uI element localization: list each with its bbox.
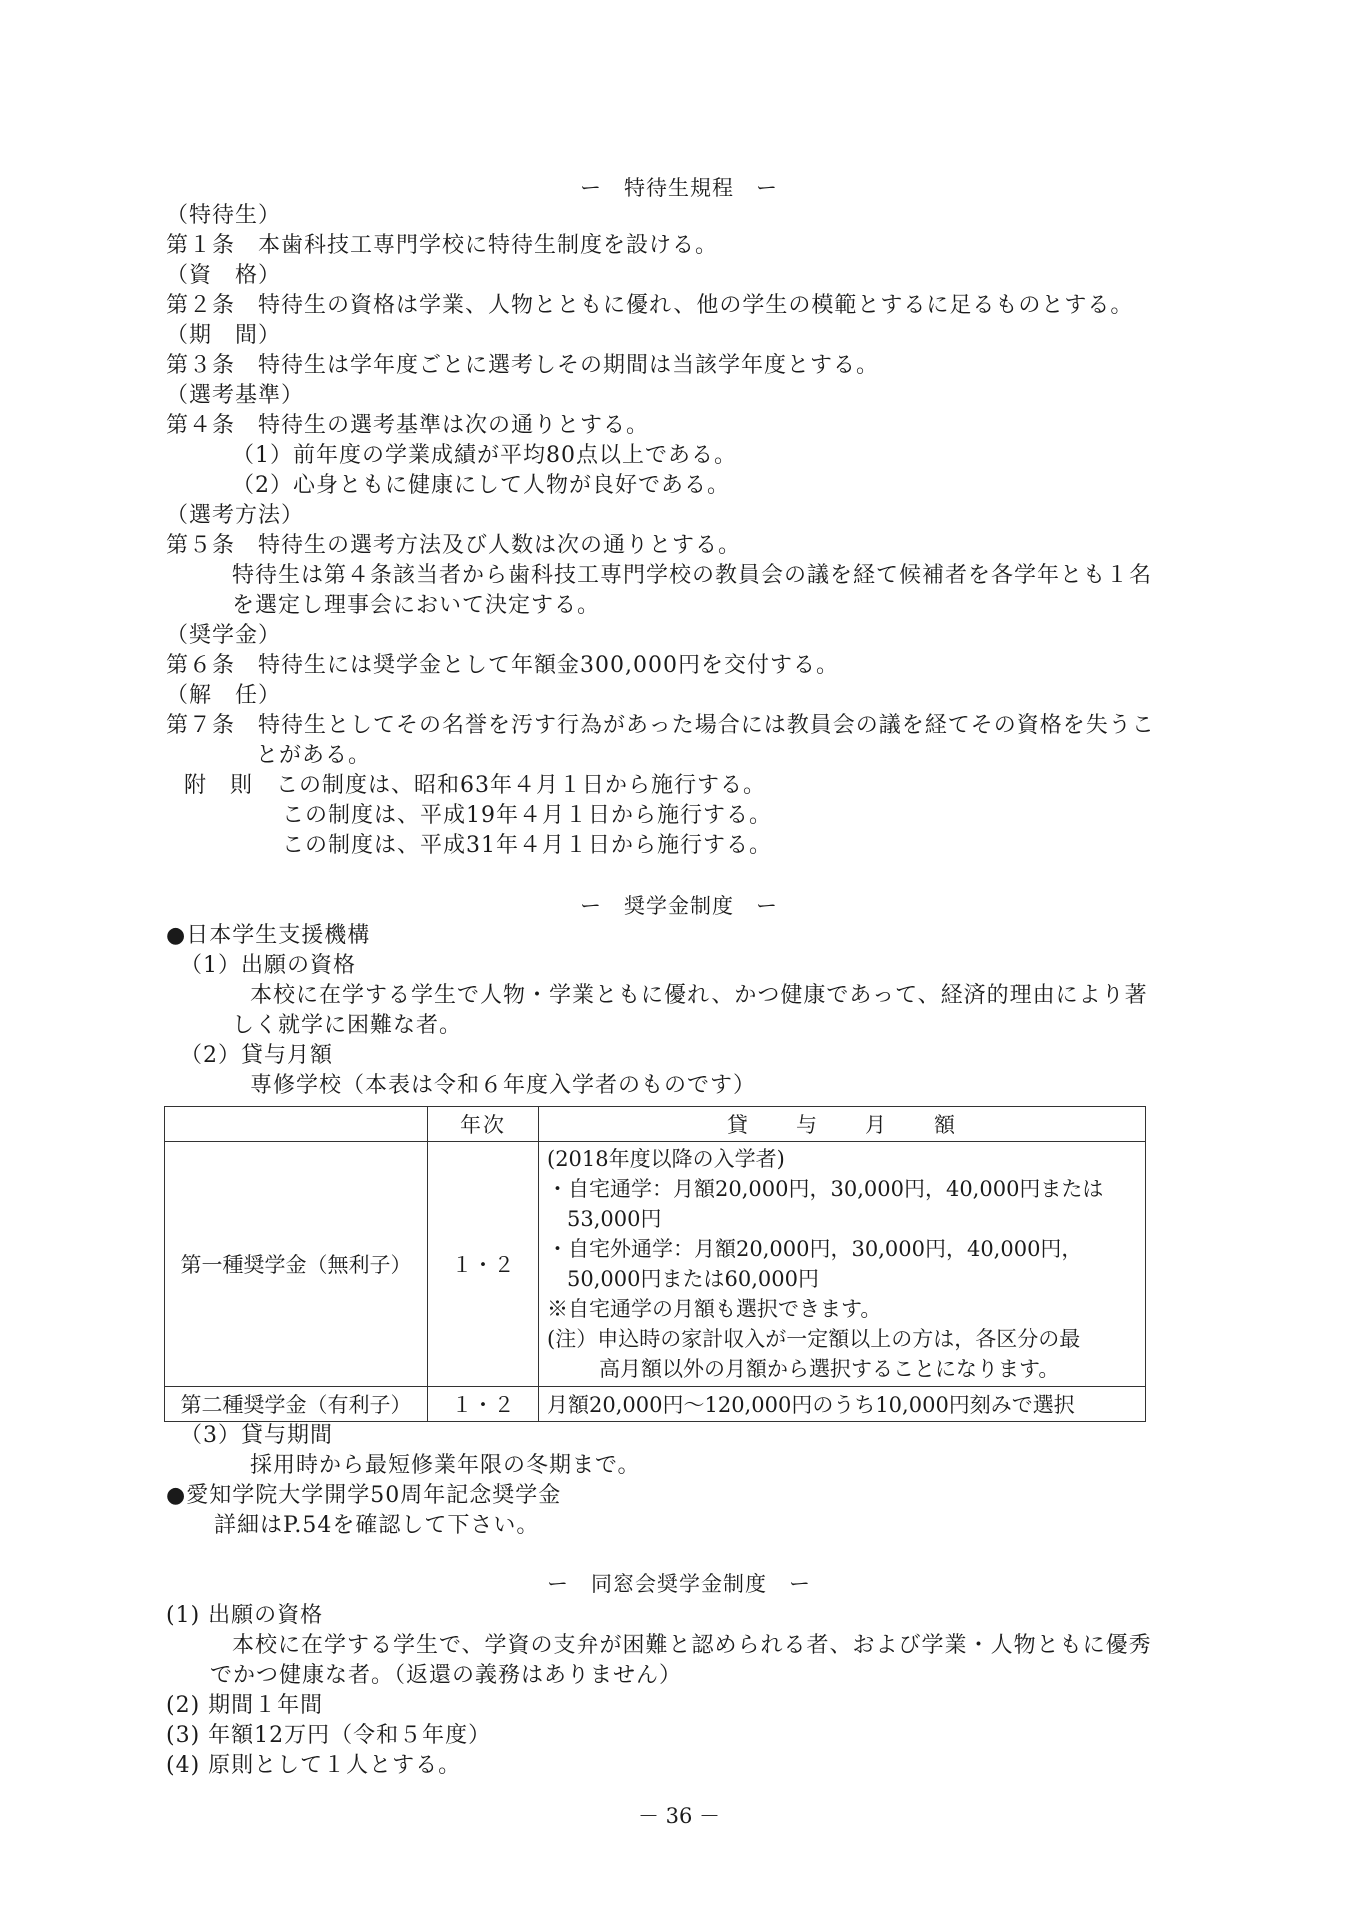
page-number: － 36 － xyxy=(637,1804,721,1828)
article-4-item-2: （2）心身ともに健康にして人物が良好である。 xyxy=(232,473,730,498)
header-year: 年次 xyxy=(428,1107,539,1142)
supplementary-2: この制度は、平成19年４月１日から施行する。 xyxy=(282,803,772,828)
jasso-item-2: （2）貸与月額 xyxy=(180,1043,333,1068)
article-4: 第４条 特待生の選考基準は次の通りとする。 xyxy=(166,413,650,438)
row1-year: １・２ xyxy=(428,1142,539,1387)
supplementary-3: この制度は、平成31年４月１日から施行する。 xyxy=(282,833,772,858)
jasso-item-3: （3）貸与期間 xyxy=(180,1423,333,1448)
article-7-cont: とがある。 xyxy=(256,743,372,768)
heading-shogakukin: （奨学金） xyxy=(166,623,282,648)
section-title-tokutaisei: ー 特待生規程 ー xyxy=(580,176,778,200)
article-6: 第６条 特待生には奨学金として年額金300,000円を交付する。 xyxy=(166,653,839,678)
row1-line: (注）申込時の家計収入が一定額以上の方は，各区分の最 xyxy=(547,1327,1081,1351)
row1-name: 第一種奨学金（無利子） xyxy=(165,1142,428,1387)
aichi-gakuin-body: 詳細はP.54を確認して下さい。 xyxy=(214,1513,540,1538)
row1-line: 50,000円または60,000円 xyxy=(567,1267,819,1291)
heading-senko-kijun: （選考基準） xyxy=(166,383,305,408)
supplementary-1: 附 則 この制度は、昭和63年４月１日から施行する。 xyxy=(184,773,766,798)
article-3: 第３条 特待生は学年度ごとに選考しその期間は当該学年度とする。 xyxy=(166,353,880,378)
article-5: 第５条 特待生の選考方法及び人数は次の通りとする。 xyxy=(166,533,742,558)
loan-table xyxy=(164,1106,1146,1422)
jasso-item-1-body-2: しく就学に困難な者。 xyxy=(232,1013,463,1038)
dosokai-item-2: (2) 期間１年間 xyxy=(166,1693,324,1718)
dosokai-item-1-body-1: 本校に在学する学生で、学資の支弁が困難と認められる者、および学業・人物ともに優秀 xyxy=(232,1633,1152,1658)
row1-line: 53,000円 xyxy=(567,1207,662,1231)
row2-year: １・２ xyxy=(428,1387,539,1422)
jasso-item-3-body: 採用時から最短修業年限の冬期まで。 xyxy=(250,1453,641,1478)
jasso-item-1: （1）出願の資格 xyxy=(180,953,356,978)
article-4-item-1: （1）前年度の学業成績が平均80点以上である。 xyxy=(232,443,737,468)
jasso-item-1-body-1: 本校に在学する学生で人物・学業ともに優れ、かつ健康であって、経済的理由により著 xyxy=(250,983,1148,1008)
section-title-shogakukin-seido: ー 奨学金制度 ー xyxy=(580,894,778,918)
row1-line: ・自宅外通学：月額20,000円，30,000円，40,000円， xyxy=(547,1237,1083,1261)
dosokai-item-1: (1) 出願の資格 xyxy=(166,1603,324,1628)
heading-tokutaisei: （特待生） xyxy=(166,203,282,228)
table-row xyxy=(165,1142,1146,1387)
aichi-gakuin-heading: ●愛知学院大学開学50周年記念奨学金 xyxy=(166,1483,562,1508)
table-caption: 専修学校（本表は令和６年度入学者のものです） xyxy=(250,1073,757,1098)
heading-kikan: （期 間） xyxy=(166,323,282,348)
article-5-body-2: を選定し理事会において決定する。 xyxy=(232,593,601,618)
row2-name: 第二種奨学金（有利子） xyxy=(165,1387,428,1422)
heading-kainin: （解 任） xyxy=(166,683,282,708)
dosokai-item-1-body-2: でかつ健康な者。（返還の義務はありません） xyxy=(210,1663,683,1688)
article-1: 第１条 本歯科技工専門学校に特待生制度を設ける。 xyxy=(166,233,719,258)
heading-senko-hoho: （選考方法） xyxy=(166,503,305,528)
section-title-dosokai: ー 同窓会奨学金制度 ー xyxy=(547,1572,811,1596)
row1-line: ・自宅通学：月額20,000円，30,000円，40,000円または xyxy=(547,1177,1104,1201)
row1-line: (2018年度以降の入学者) xyxy=(547,1147,785,1171)
header-amount: 貸 与 月 額 xyxy=(539,1107,1146,1142)
row1-line: ※自宅通学の月額も選択できます。 xyxy=(547,1297,882,1321)
row2-amount: 月額20,000円～120,000円のうち10,000円刻みで選択 xyxy=(539,1387,1146,1422)
article-2: 第２条 特待生の資格は学業、人物とともに優れ、他の学生の模範とするに足るものとする。 xyxy=(166,293,1134,318)
dosokai-item-3: (3) 年額12万円（令和５年度） xyxy=(166,1723,492,1748)
article-5-body-1: 特待生は第４条該当者から歯科技工専門学校の教員会の議を経て候補者を各学年とも１名 xyxy=(232,563,1153,588)
heading-shikaku: （資 格） xyxy=(166,263,282,288)
row1-amount xyxy=(539,1142,1146,1387)
article-7: 第７条 特待生としてその名誉を汚す行為があった場合には教員会の議を経てその資格を失うこ xyxy=(166,713,1155,738)
dosokai-item-4: (4) 原則として１人とする。 xyxy=(166,1753,462,1778)
table-row xyxy=(165,1387,1146,1422)
row1-line: 高月額以外の月額から選択することになります。 xyxy=(599,1357,1060,1381)
header-blank xyxy=(165,1107,428,1142)
table-header-row xyxy=(165,1107,1146,1142)
jasso-heading: ●日本学生支援機構 xyxy=(166,923,371,948)
